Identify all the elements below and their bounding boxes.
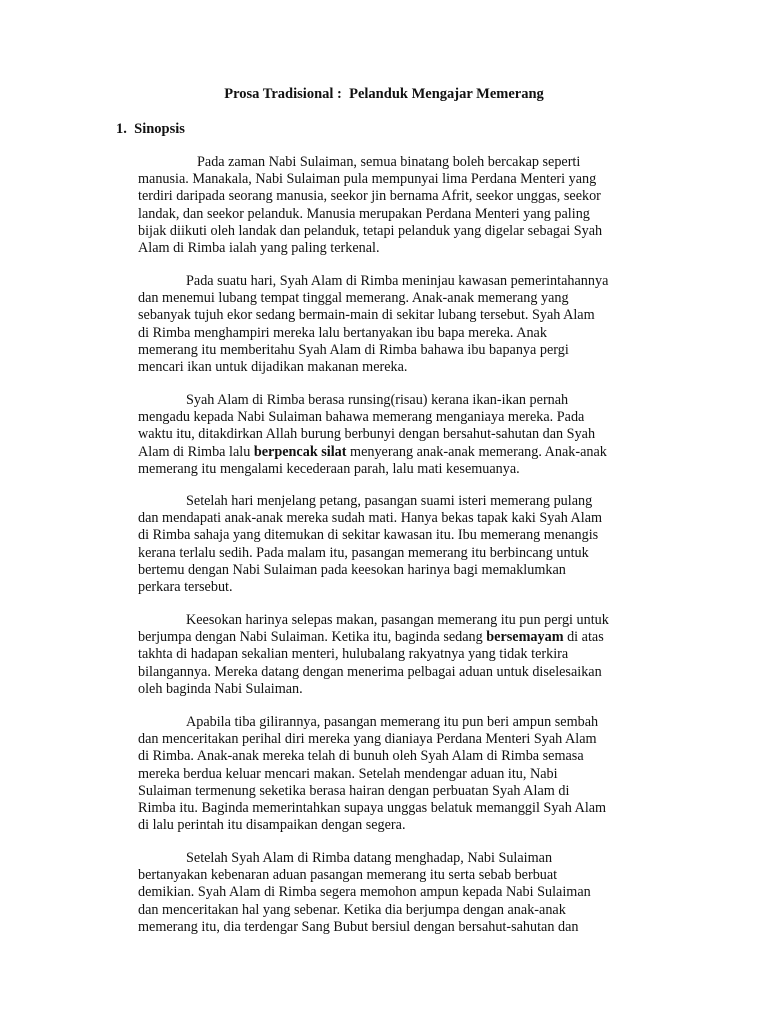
text-segment: di Rimba menghampiri mereka lalu bertanyakan ibu bapa mereka. Anak	[138, 324, 547, 341]
text-segment: kerana terlalu sedih. Pada malam itu, pasangan memerang itu berbincang untuk	[138, 544, 589, 561]
text-line	[138, 902, 658, 919]
text-line	[138, 748, 658, 765]
text-segment: demikian. Syah Alam di Rimba segera memohon ampun kepada Nabi Sulaiman	[138, 884, 591, 901]
text-segment: Rimba itu. Baginda memerintahkan supaya unggas belatuk memanggil Syah Alam	[138, 800, 607, 817]
paragraph	[138, 493, 658, 596]
text-line	[138, 342, 658, 359]
text-segment: Pada zaman Nabi Sulaiman, semua binatang boleh bercakap seperti	[197, 154, 581, 170]
text-segment: bertemu dengan Nabi Sulaiman pada keesokan harinya bagi memaklumkan	[138, 561, 566, 578]
text-segment: dan mendapati anak-anak mereka sudah mati. Hanya bekas tapak kaki Syah Alam	[138, 510, 603, 527]
text-segment: mereka berdua keluar mencari makan. Setelah mendengar aduan itu, Nabi	[138, 765, 558, 782]
text-line	[138, 359, 658, 376]
text-line	[138, 493, 658, 510]
text-segment: di Rimba sahaja yang ditemukan di sekitar kawasan itu. Ibu memerang menangis	[138, 527, 599, 544]
text-segment: bertanyakan kebenaran aduan pasangan memerang itu serta sebab berbuat	[138, 867, 558, 884]
text-segment: Keesokan harinya selepas makan, pasangan memerang itu pun pergi untuk	[186, 612, 609, 628]
text-line	[138, 240, 658, 257]
text-segment: Sulaiman termenung seketika berasa hairan dengan perbuatan Syah Alam di	[138, 782, 570, 799]
paragraph	[138, 850, 658, 936]
text-line	[138, 206, 658, 223]
document-title: Prosa Tradisional : Pelanduk Mengajar Memerang	[224, 86, 544, 102]
text-line	[138, 783, 658, 800]
text-line	[138, 444, 658, 461]
text-segment: Alam di Rimba lalu	[138, 443, 254, 460]
text-line	[138, 850, 658, 867]
text-line	[138, 714, 658, 731]
text-segment: Setelah hari menjelang petang, pasangan suami isteri memerang pulang	[186, 493, 593, 509]
text-segment: dan menceritakan perihal diri mereka yang dianiaya Perdana Menteri Syah Alam	[138, 731, 597, 748]
text-line	[138, 766, 658, 783]
text-line	[138, 171, 658, 188]
text-segment: berjumpa dengan Nabi Sulaiman. Ketika itu, baginda sedang	[138, 629, 487, 646]
text-segment: takhta di hadapan sekalian menteri, hulubalang rakyatnya yang tidak terkira	[138, 646, 569, 663]
section-heading: 1. Sinopsis	[116, 121, 185, 137]
text-segment: oleh baginda Nabi Sulaiman.	[138, 680, 303, 697]
text-line	[138, 510, 658, 527]
text-line	[138, 612, 658, 629]
text-segment: bijak diikuti oleh landak dan pelanduk, tetapi pelanduk yang digelar sebagai Syah	[138, 222, 603, 239]
text-segment: memerang itu memberitahu Syah Alam di Rimba bahawa ibu bapanya pergi	[138, 341, 569, 358]
bold-term: berpencak silat	[253, 443, 347, 460]
text-segment: terdiri daripada seorang manusia, seekor jin bernama Afrit, seekor unggas, seekor	[138, 188, 601, 205]
text-segment: dan menemui lubang tempat tinggal memerang. Anak-anak memerang yang	[138, 290, 569, 307]
text-segment: manusia. Manakala, Nabi Sulaiman pula mempunyai lima Perdana Menteri yang	[138, 171, 597, 188]
text-line	[138, 646, 658, 663]
text-segment: Syah Alam di Rimba berasa runsing(risau) kerana ikan-ikan pernah	[186, 392, 569, 408]
text-segment: Alam di Rimba ialah yang paling terkenal.	[138, 240, 380, 257]
paragraph	[138, 154, 658, 257]
text-line	[138, 867, 658, 884]
paragraph	[138, 273, 658, 376]
text-line	[138, 629, 658, 646]
text-segment: dan menceritakan hal yang sebenar. Ketika dia berjumpa dengan anak-anak	[138, 901, 566, 918]
paragraph	[138, 612, 658, 698]
text-segment: memerang itu mengalami kecederaan parah, lalu mati kesemuanya.	[138, 460, 520, 477]
text-line	[138, 188, 658, 205]
text-line	[138, 290, 658, 307]
text-line	[138, 664, 658, 681]
text-line	[138, 154, 658, 171]
text-line	[138, 426, 658, 443]
text-segment: sebanyak tujuh ekor sedang bermain-main di sekitar lubang tersebut. Syah Alam	[138, 307, 595, 324]
text-line	[138, 307, 658, 324]
text-segment: perkara tersebut.	[138, 579, 233, 596]
text-segment: menyerang anak-anak memerang. Anak-anak	[346, 443, 607, 460]
text-segment: Pada suatu hari, Syah Alam di Rimba meninjau kawasan pemerintahannya	[186, 273, 609, 289]
paragraph	[138, 392, 658, 478]
text-line	[138, 731, 658, 748]
text-segment: di Rimba. Anak-anak mereka telah di bunuh oleh Syah Alam di Rimba semasa	[138, 748, 584, 765]
text-segment: bilangannya. Mereka datang dengan menerima pelbagai aduan untuk diselesaikan	[138, 663, 602, 680]
text-segment: di atas	[563, 629, 604, 646]
text-segment: mencari ikan untuk dijadikan makanan mereka.	[138, 359, 408, 376]
text-line	[138, 884, 658, 901]
text-line	[138, 461, 658, 478]
text-line	[138, 273, 658, 290]
text-segment: mengadu kepada Nabi Sulaiman bahawa memerang menganiaya mereka. Pada	[138, 409, 585, 426]
text-segment: Apabila tiba gilirannya, pasangan memerang itu pun beri ampun sembah	[186, 714, 599, 730]
text-line	[138, 223, 658, 240]
bold-term: bersemayam	[486, 629, 564, 646]
text-line	[138, 562, 658, 579]
text-line	[138, 409, 658, 426]
text-line	[138, 681, 658, 698]
text-segment: memerang itu, dia terdengar Sang Bubut bersiul dengan bersahut-sahutan dan	[138, 918, 579, 935]
text-line	[138, 919, 658, 936]
text-line	[138, 325, 658, 342]
text-line	[138, 817, 658, 834]
text-line	[138, 527, 658, 544]
paragraph	[138, 714, 658, 834]
text-line	[138, 800, 658, 817]
text-line	[138, 579, 658, 596]
text-segment: landak, dan seekor pelanduk. Manusia merupakan Perdana Menteri yang paling	[138, 205, 590, 222]
text-line	[138, 392, 658, 409]
text-segment: di lalu perintah itu disampaikan dengan segera.	[138, 817, 406, 834]
text-segment: Setelah Syah Alam di Rimba datang menghadap, Nabi Sulaiman	[186, 850, 553, 866]
text-line	[138, 545, 658, 562]
text-segment: waktu itu, ditakdirkan Allah burung berbunyi dengan bersahut-sahutan dan Syah	[138, 426, 596, 443]
